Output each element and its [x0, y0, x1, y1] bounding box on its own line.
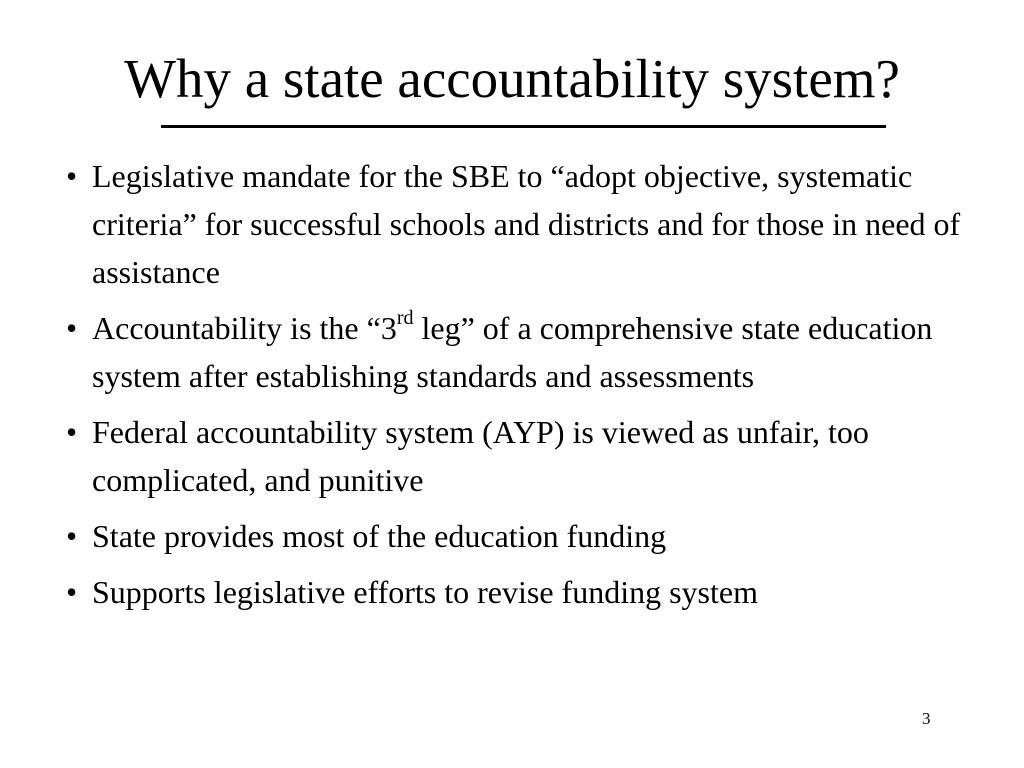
bullet-item	[66, 408, 996, 504]
bullet-list	[66, 152, 996, 624]
page-number: 3	[922, 709, 931, 728]
bullet-dot: •	[66, 518, 78, 554]
bullet-dot: •	[66, 414, 78, 450]
bullet-text: Federal accountability system (AYP) is viewed as unfair, too complicated, and punitive	[92, 414, 869, 498]
bullet-item	[66, 512, 996, 560]
slide-title: Why a state accountability system?	[124, 48, 900, 109]
bullet-text-start: Accountability is the “3	[92, 310, 397, 346]
bullet-text: Supports legislative efforts to revise funding system	[92, 574, 758, 610]
bullet-dot: •	[66, 158, 78, 194]
bullet-text: State provides most of the education funding	[92, 518, 667, 554]
bullet-item	[66, 152, 996, 296]
bullet-text-end: leg” of a comprehensive state education system after establishing standards and assessments	[92, 310, 933, 394]
title-underline	[161, 125, 886, 128]
bullet-dot: •	[66, 310, 78, 346]
bullet-item	[66, 568, 996, 616]
bullet-text: Legislative mandate for the SBE to “adopt objective, systematic criteria” for successful schools and districts and for those in need of assistance	[92, 158, 961, 290]
bullet-text	[92, 307, 933, 394]
bullet-dot: •	[66, 574, 78, 610]
bullet-item	[66, 304, 996, 400]
ordinal-superscript: rd	[396, 307, 414, 330]
